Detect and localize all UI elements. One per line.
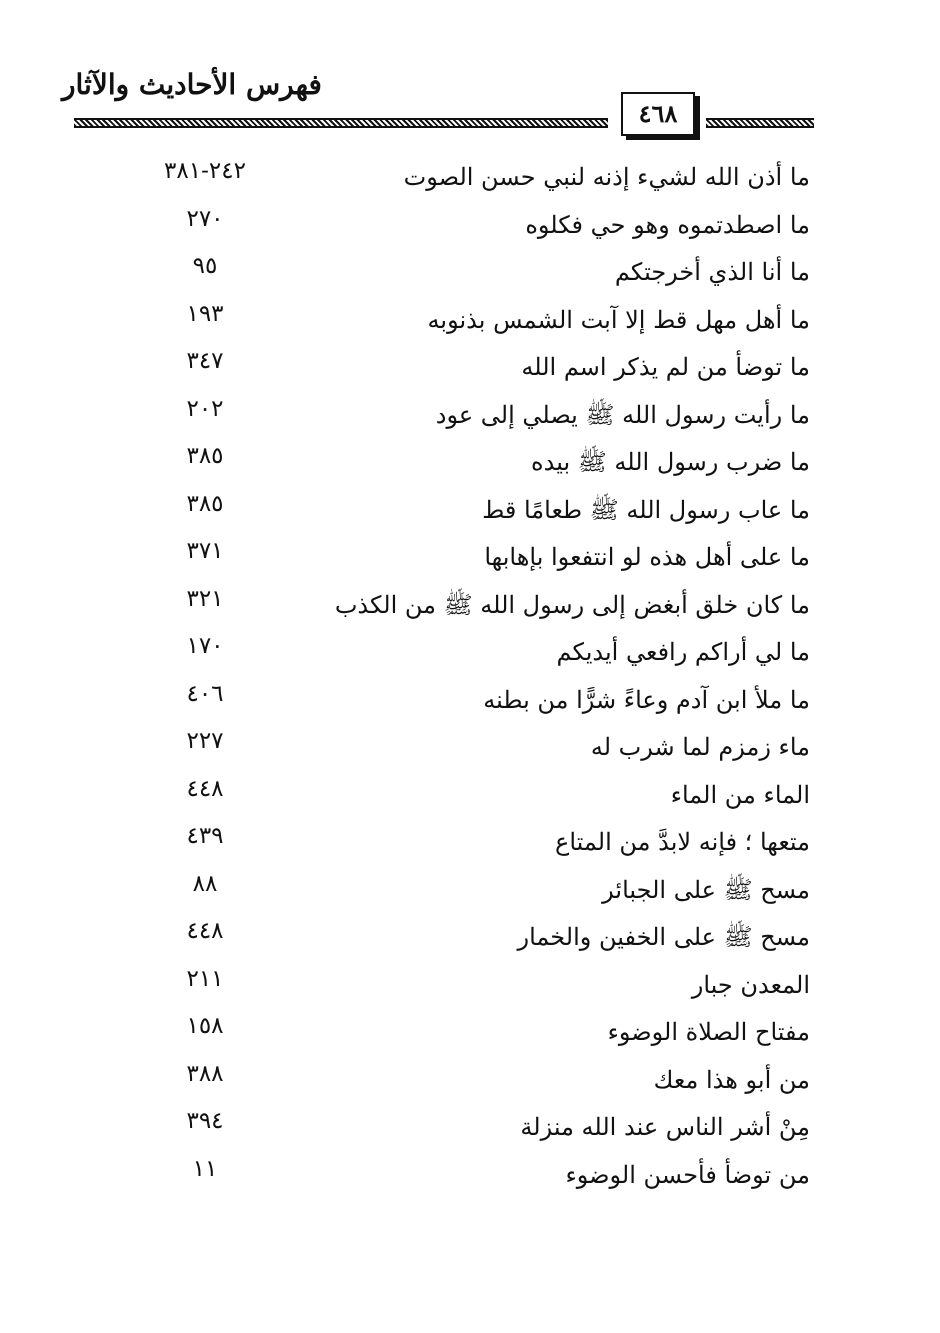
index-entry (100, 293, 810, 341)
entry-page-number: ٢٧٠ (186, 205, 224, 232)
entry-page-number: ٣٧١ (186, 538, 224, 564)
index-entry (100, 910, 810, 958)
page-number-box: ٤٦٨ (621, 92, 695, 136)
entry-text: ما عاب رسول الله ﷺ طعامًا قط (482, 495, 810, 524)
entry-text: ما أهل مهل قط إلا آبت الشمس بذنوبه (427, 305, 810, 334)
entry-page-number: ٩٥ (192, 253, 218, 279)
entry-page-number: ٤٤٨ (186, 918, 224, 944)
entry-text: ما لي أراكم رافعي أيديكم (556, 638, 810, 666)
entry-page-number: ٣٨٥ (186, 443, 224, 469)
entry-text: ما ملأ ابن آدم وعاءً شرًّا من بطنه (483, 685, 810, 714)
index-entry (100, 673, 810, 721)
index-entry (100, 578, 810, 626)
header-rule-left (74, 118, 608, 128)
entry-text: ما أنا الذي أخرجتكم (614, 258, 810, 286)
entry-text: ماء زمزم لما شرب له (590, 733, 810, 761)
index-entry (100, 625, 810, 673)
index-entry (100, 1148, 810, 1196)
entry-text: ما أذن الله لشيء إذنه لنبي حسن الصوت (403, 163, 810, 191)
entry-text: متعها ؛ فإنه لابدَّ من المتاع (555, 828, 810, 856)
entry-page-number: ٣٩٤ (186, 1108, 224, 1134)
entry-page-number: ١٩٣ (186, 300, 224, 327)
index-entry (100, 388, 810, 436)
entry-page-number: ١١ (192, 1155, 218, 1182)
entry-page-number: ٤٠٦ (186, 680, 224, 707)
entry-text: الماء من الماء (670, 780, 810, 809)
index-entry (100, 245, 810, 293)
index-entry (100, 958, 810, 1006)
entry-text: المعدن جبار (691, 970, 810, 999)
running-header-title: فهرس الأحاديث والآثار (62, 68, 322, 101)
entry-text: ما ضرب رسول الله ﷺ بيده (531, 448, 810, 476)
entry-page-number: ٢٤٢-٣٨١ (164, 158, 246, 184)
entry-text: مِنْ أشر الناس عند الله منزلة (520, 1113, 810, 1141)
index-entry (100, 483, 810, 531)
entry-page-number: ١٥٨ (186, 1013, 224, 1039)
entry-page-number: ٣٢١ (186, 585, 224, 612)
entry-page-number: ٤٤٨ (186, 775, 224, 802)
entry-text: مفتاح الصلاة الوضوء (607, 1018, 810, 1046)
index-entry (100, 1053, 810, 1101)
entry-page-number: ٢٠٢ (186, 395, 224, 422)
index-entry (100, 530, 810, 578)
index-entry (100, 863, 810, 911)
entry-text: ما رأيت رسول الله ﷺ يصلي إلى عود (435, 400, 810, 429)
index-entry (100, 1100, 810, 1148)
header-rule-right (706, 118, 814, 128)
entry-text: ما اصطدتموه وهو حي فكلوه (525, 210, 810, 239)
entry-text: ما على أهل هذه لو انتفعوا بإهابها (484, 543, 810, 571)
entry-page-number: ٣٤٧ (186, 348, 224, 374)
entry-text: مسح ﷺ على الخفين والخمار (517, 923, 810, 951)
index-entry (100, 1005, 810, 1053)
entry-page-number: ٢١١ (186, 965, 224, 992)
index-entry (100, 815, 810, 863)
index-entry (100, 150, 810, 198)
entry-page-number: ١٧٠ (186, 633, 224, 659)
entry-text: من أبو هذا معك (653, 1065, 810, 1094)
index-entry (100, 435, 810, 483)
entry-page-number: ٤٣٩ (186, 823, 224, 849)
entry-page-number: ٢٢٧ (186, 728, 224, 754)
hadith-index-list (100, 150, 810, 1195)
entry-page-number: ٨٨ (192, 870, 218, 897)
entry-page-number: ٣٨٨ (186, 1060, 224, 1087)
entry-text: ما توضأ من لم يذكر اسم الله (521, 353, 810, 381)
index-entry (100, 340, 810, 388)
index-entry (100, 720, 810, 768)
entry-page-number: ٣٨٥ (186, 490, 224, 517)
index-entry (100, 198, 810, 246)
index-entry (100, 768, 810, 816)
entry-text: من توضأ فأحسن الوضوء (565, 1160, 810, 1189)
entry-text: ما كان خلق أبغض إلى رسول الله ﷺ من الكذب (334, 590, 810, 619)
entry-text: مسح ﷺ على الجبائر (602, 875, 810, 904)
